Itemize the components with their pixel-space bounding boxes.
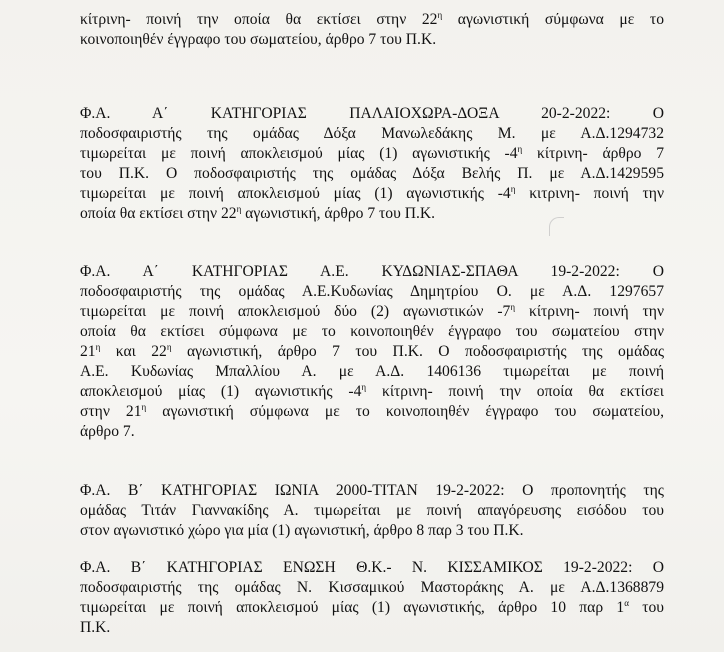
ordinal-superscript: η <box>141 401 147 412</box>
text-line <box>80 302 664 322</box>
ordinal-superscript: η <box>95 341 101 352</box>
text-line <box>80 30 664 50</box>
paragraph-continuation <box>80 10 664 50</box>
text-line <box>80 521 664 541</box>
text-segment: κίτρινη- ποινή την οποία θα εκτίσει <box>366 383 664 400</box>
text-segment: κίτρινη- ποινή την οποία θα εκτίσει στην 22 <box>80 11 438 28</box>
text-line <box>80 104 664 124</box>
text-segment: Φ.Α. Β΄ ΚΑΤΗΓΟΡΙΑΣ ΕΝΩΣΗ Θ.Κ.- Ν. ΚΙΣΣΑΜΙΚΟΣ 19-2-2022: Ο <box>80 559 664 576</box>
text-line <box>80 598 664 618</box>
text-segment: του <box>628 599 664 616</box>
text-segment: κίτρινη- άρθρο 7 <box>522 145 664 162</box>
ordinal-superscript: η <box>236 203 242 214</box>
paragraph-ionia-titan <box>80 481 664 541</box>
text-segment: Φ.Α. Α΄ ΚΑΤΗΓΟΡΙΑΣ Α.Ε. ΚΥΔΩΝΙΑΣ-ΣΠΑΘΑ 19-2-2022: Ο <box>80 263 664 280</box>
text-line <box>80 322 664 342</box>
text-segment: ομάδας Τιτάν Γιαννακίδης Α. τιμωρείται με ποινή απαγόρευσης εισόδου του <box>80 502 664 519</box>
text-line <box>80 124 664 144</box>
text-segment: ποδοσφαιριστής της ομάδας Ν. Κισσαμικού Μαστοράκης Α. με Α.Δ.1368879 <box>80 579 664 596</box>
ordinal-superscript: η <box>166 341 172 352</box>
text-line <box>80 184 664 204</box>
pen-mark <box>549 217 564 236</box>
text-segment: αποκλεισμού μίας (1) αγωνιστικής -4 <box>80 383 362 400</box>
text-line <box>80 578 664 598</box>
text-segment: άρθρο 7. <box>80 423 135 440</box>
text-line <box>80 282 664 302</box>
text-segment: του Π.Κ. Ο ποδοσφαιριστής της ομάδας Δόξα Βελής Π. με Α.Δ.1429595 <box>80 165 664 182</box>
text-segment: αγωνιστική σύμφωνα με το κοινοποιηθέν έγγραφο του σωματείου, <box>146 403 664 420</box>
text-line <box>80 618 664 638</box>
ordinal-superscript: α <box>624 597 629 608</box>
text-segment: Α.Ε. Κυδωνίας Μπαλλίου Α. με Α.Δ. 1406136 τιμωρείται με ποινή <box>80 363 664 380</box>
text-segment: ποδοσφαιριστής της ομάδας Α.Ε.Κυδωνίας Δημητρίου Ο. με Α.Δ. 1297657 <box>80 283 664 300</box>
text-line <box>80 481 664 501</box>
paragraph-palaiochora-doxa <box>80 104 664 224</box>
text-segment: κιτρινη- ποινή την <box>515 185 664 202</box>
text-line <box>80 204 664 224</box>
paragraph-enosi-kissamikos <box>80 558 664 638</box>
text-segment: Π.Κ. <box>80 619 111 636</box>
text-segment: ποδοσφαιριστής της ομάδας Δόξα Μανωλεδάκης Μ. με Α.Δ.1294732 <box>80 125 664 142</box>
text-segment: τιμωρείται με ποινή αποκλεισμού μίας (1) αγωνιστικής -4 <box>80 145 518 162</box>
text-line <box>80 262 664 282</box>
ordinal-superscript: η <box>437 9 443 20</box>
text-segment: αγωνιστική, άρθρο 7 του Π.Κ. Ο ποδοσφαιριστής της ομάδας <box>171 343 664 360</box>
text-line <box>80 342 664 362</box>
text-segment: Φ.Α. Β΄ ΚΑΤΗΓΟΡΙΑΣ ΙΩΝΙΑ 2000-ΤΙΤΑΝ 19-2-2022: Ο προπονητής της <box>80 482 664 499</box>
text-line <box>80 501 664 521</box>
ordinal-superscript: η <box>361 381 367 392</box>
text-segment: Φ.Α. Α΄ ΚΑΤΗΓΟΡΙΑΣ ΠΑΛΑΙΟΧΩΡΑ-ΔΟΞΑ 20-2-2022: Ο <box>80 105 664 122</box>
text-segment: στον αγωνιστικό χώρο για μία (1) αγωνιστική, άρθρο 8 παρ 3 του Π.Κ. <box>80 522 524 539</box>
text-segment: στην 21 <box>80 403 142 420</box>
text-segment: και 22 <box>100 343 167 360</box>
text-segment: κίτρινη- ποινή την <box>515 303 665 320</box>
text-line <box>80 164 664 184</box>
text-segment: οποία θα εκτίσει στην 22 <box>80 205 237 222</box>
text-segment: οποία θα εκτίσει σύμφωνα με το κοινοποιηθέν έγγραφο του σωματείου στην <box>80 323 664 340</box>
text-line <box>80 144 664 164</box>
text-segment: τιμωρείται με ποινή αποκλεισμού μίας (1) αγωνιστικής, άρθρο 10 παρ 1 <box>80 599 625 616</box>
text-line <box>80 362 664 382</box>
text-segment: κοινοποιηθέν έγγραφο του σωματείου, άρθρο 7 του Π.Κ. <box>80 31 437 48</box>
text-line <box>80 10 664 30</box>
text-line <box>80 382 664 402</box>
ordinal-superscript: η <box>510 183 516 194</box>
text-line <box>80 402 664 422</box>
paragraph-ae-kydonias-spatha <box>80 262 664 442</box>
text-segment: αγωνιστική, άρθρο 7 του Π.Κ. <box>241 205 436 222</box>
text-line <box>80 422 664 442</box>
ordinal-superscript: η <box>517 143 523 154</box>
text-line <box>80 558 664 578</box>
ordinal-superscript: η <box>510 301 516 312</box>
text-segment: αγωνιστική σύμφωνα με το <box>442 11 664 28</box>
text-segment: τιμωρείται με ποινή αποκλεισμού μίας (1) αγωνιστικής -4 <box>80 185 511 202</box>
text-segment: 21 <box>80 343 96 360</box>
text-segment: τιμωρείται με ποινή αποκλεισμού δύο (2) αγωνιστικών -7 <box>80 303 511 320</box>
